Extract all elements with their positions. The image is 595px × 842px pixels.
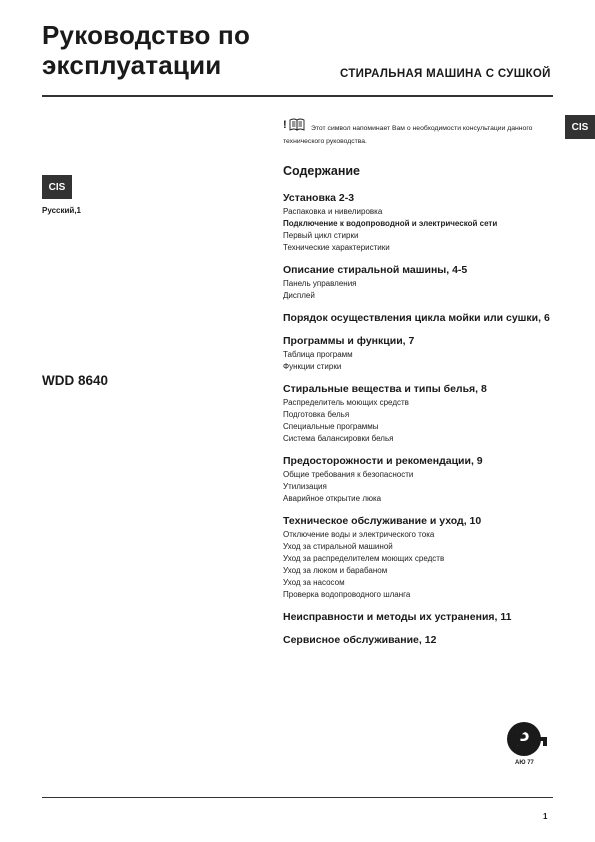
toc-section-title: Описание стиральной машины, 4-5 (283, 264, 468, 276)
toc-subitem: Система балансировки белья (283, 434, 394, 443)
toc-section-title: Стиральные вещества и типы белья, 8 (283, 383, 487, 395)
toc-subitem: Уход за распределителем моющих средств (283, 554, 445, 563)
region-tag-right: CIS (565, 115, 595, 139)
language-label: Русский,1 (42, 206, 81, 215)
toc-subitem: Уход за стиральной машиной (283, 542, 393, 551)
toc-section-title: Сервисное обслуживание, 12 (283, 634, 437, 646)
toc-subitem: Отключение воды и электрического тока (283, 530, 435, 539)
svg-text:Р: Р (516, 729, 530, 751)
page-subtitle: СТИРАЛЬНАЯ МАШИНА С СУШКОЙ (340, 68, 551, 80)
table-of-contents (283, 164, 553, 657)
footer-divider (42, 797, 553, 798)
toc-subitem: Подключение к водопроводной и электрической сети (283, 219, 498, 228)
toc-section (283, 335, 553, 373)
certification-code: АЮ 77 (515, 760, 534, 766)
toc-section (283, 611, 553, 624)
toc-subitem: Проверка водопроводного шланга (283, 590, 411, 599)
toc-subitem: Общие требования к безопасности (283, 470, 414, 479)
toc-subitem: Распределитель моющих средств (283, 398, 409, 407)
toc-section (283, 455, 553, 505)
toc-subitem: Подготовка белья (283, 410, 350, 419)
toc-section-title: Установка 2-3 (283, 192, 355, 204)
toc-subitem: Утилизация (283, 482, 327, 491)
toc-section-title: Неисправности и методы их устранения, 11 (283, 611, 512, 623)
toc-section-title: Порядок осуществления цикла мойки или сушки, 6 (283, 312, 550, 324)
contents-heading: Содержание (283, 164, 361, 178)
toc-subitem: Специальные программы (283, 422, 379, 431)
toc-subitem: Уход за насосом (283, 578, 345, 587)
toc-subitem: Таблица программ (283, 350, 353, 359)
toc-section (283, 383, 553, 445)
header-divider (42, 95, 553, 97)
toc-subitem: Технические характеристики (283, 243, 390, 252)
toc-subitem: Первый цикл стирки (283, 231, 359, 240)
toc-section (283, 264, 553, 302)
toc-subitem: Распаковка и нивелировка (283, 207, 383, 216)
toc-subitem: Уход за люком и барабаном (283, 566, 388, 575)
contents-sections (283, 192, 553, 647)
toc-section (283, 192, 553, 254)
toc-subitem: Аварийное открытие люка (283, 494, 382, 503)
svg-text:!: ! (283, 119, 287, 131)
toc-section (283, 312, 553, 325)
page-title: Руководство по эксплуатации (42, 20, 251, 80)
toc-section-title: Предосторожности и рекомендации, 9 (283, 455, 483, 467)
toc-subitem: Панель управления (283, 279, 357, 288)
page-number: 1 (543, 812, 548, 821)
toc-section-title: Техническое обслуживание и уход, 10 (283, 515, 482, 527)
toc-section (283, 515, 553, 601)
toc-subitem: Дисплей (283, 291, 315, 300)
region-tag-left: CIS (42, 175, 72, 199)
toc-section-title: Программы и функции, 7 (283, 335, 415, 347)
manual-note-text: Этот символ напоминает Вам о необходимости консультации данного технического руководства. (283, 125, 533, 145)
toc-subitem: Функции стирки (283, 362, 342, 371)
rst-certification-mark-icon (505, 720, 551, 758)
toc-section (283, 634, 553, 647)
model-name: WDD 8640 (42, 373, 109, 388)
